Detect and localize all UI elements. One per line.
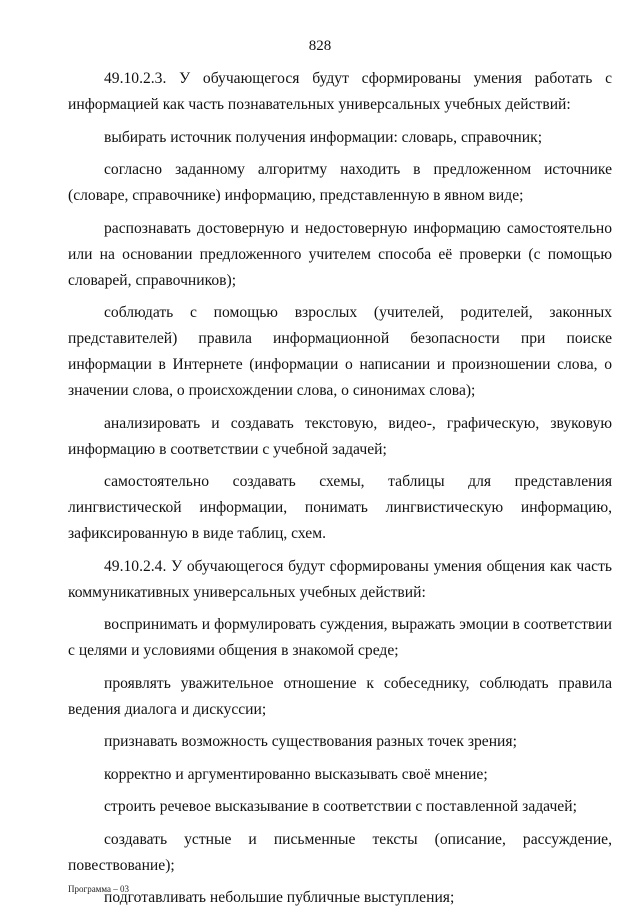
page-number: 828 <box>308 38 332 54</box>
list-item: самостоятельно создавать схемы, таблицы для представления лингвистической информации, понимать лингвистическую информацию, зафиксированную в виде таблиц, схем. <box>68 473 612 542</box>
list-item: создавать устные и письменные тексты (описание, рассуждение, повествование); <box>68 830 612 874</box>
page-footer: Программа – 03 <box>68 884 130 894</box>
list-item: признавать возможность существования разных точек зрения; <box>104 733 517 750</box>
list-item: анализировать и создавать текстовую, видео-, графическую, звуковую информацию в соответствии с учебной задачей; <box>68 414 612 458</box>
list-item: корректно и аргументированно высказывать своё мнение; <box>104 765 488 783</box>
list-item: воспринимать и формулировать суждения, выражать эмоции в соответствии с целями и условиями общения в знакомой среде; <box>68 616 612 659</box>
list-item: подготавливать небольшие публичные выступления; <box>104 889 455 906</box>
list-item: распознавать достоверную и недостоверную информацию самостоятельно или на основании предложенного учителем способа её проверки (с помощью словарей, справочников); <box>68 219 612 289</box>
list-item: проявлять уважительное отношение к собеседнику, соблюдать правила ведения диалога и дискуссии; <box>68 674 612 718</box>
list-item: строить речевое высказывание в соответствии с поставленной задачей; <box>104 798 577 815</box>
document-body <box>68 66 612 918</box>
section-heading-49-10-2-3: 49.10.2.3. У обучающегося будут сформированы умения работать с информацией как часть познавательных универсальных учебных действий: <box>68 70 612 113</box>
section-heading-49-10-2-4: 49.10.2.4. У обучающегося будут сформированы умения общения как часть коммуникативных универсальных учебных действий: <box>68 557 612 601</box>
list-item: согласно заданному алгоритму находить в предложенном источнике (словаре, справочнике) информацию, представленную в явном виде; <box>68 161 612 204</box>
list-item: соблюдать с помощью взрослых (учителей, родителей, законных представителей) правила информационной безопасности при поиске информации в Интернете (информации о написании и произношении слова, о значении слова, о происхождении слова, о синонимах слова); <box>68 304 612 399</box>
list-item: выбирать источник получения информации: словарь, справочник; <box>104 128 543 146</box>
